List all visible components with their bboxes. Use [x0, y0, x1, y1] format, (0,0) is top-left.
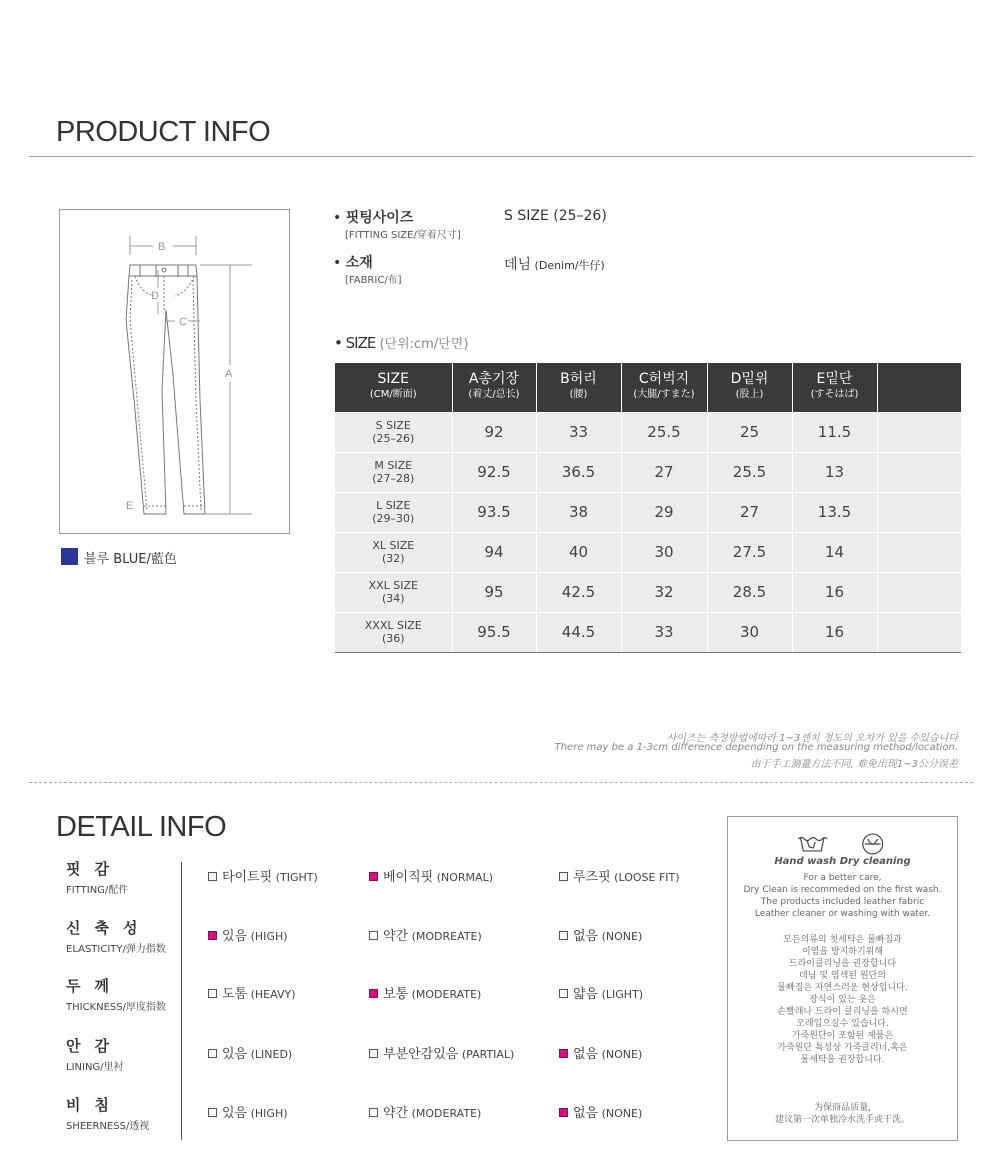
checked-box-icon	[559, 1049, 568, 1058]
size-name: M SIZE	[374, 459, 413, 472]
size-range: (32)	[381, 552, 405, 565]
detail-label-en: LINING/里衬	[66, 1062, 124, 1073]
size-heading-label: SIZE	[345, 334, 376, 352]
size-cell-e: 11.5	[792, 412, 877, 452]
diagram-label-a: A	[225, 368, 233, 380]
size-range: (27–28)	[372, 472, 415, 485]
detail-label-ko: 비침	[66, 1096, 123, 1114]
detail-option-en: (HIGH)	[247, 1107, 288, 1120]
checked-box-icon	[559, 1108, 568, 1117]
care-line: 오래입으실수 있습니다.	[796, 1019, 889, 1029]
spec-key: 소재	[345, 255, 373, 271]
size-col-header-main: B허리	[560, 371, 597, 388]
diagram-label-b: B	[158, 241, 166, 253]
color-label: 블루 BLUE/藍色	[84, 552, 177, 567]
size-cell-c: 33	[621, 612, 707, 652]
detail-option	[208, 866, 318, 885]
size-cell-c: 29	[621, 492, 707, 532]
detail-option-ko: 없음	[573, 1047, 599, 1062]
detail-option	[208, 983, 296, 1002]
size-name: XXL SIZE	[368, 579, 418, 592]
size-col-header	[335, 363, 452, 412]
care-line: For a better care,	[803, 873, 882, 883]
size-cell-d: 30	[707, 612, 792, 652]
size-range: (29–30)	[372, 512, 415, 525]
detail-option-ko: 베이직핏	[383, 870, 434, 885]
unchecked-box-icon	[208, 1108, 217, 1117]
size-cell-a: 94	[452, 532, 536, 572]
size-col-header	[536, 363, 621, 412]
size-col-header	[877, 363, 961, 412]
detail-option-ko: 루즈핏	[573, 870, 611, 885]
size-col-header-sub: (股上)	[735, 389, 764, 401]
unchecked-box-icon	[559, 872, 568, 881]
size-row	[335, 412, 961, 452]
unchecked-box-icon	[369, 1108, 378, 1117]
care-line: 데님 및 염색된 원단의	[799, 971, 886, 981]
checked-box-icon	[369, 989, 378, 998]
detail-label-en: ELASTICITY/弹力指数	[66, 944, 166, 955]
detail-option-en: (HIGH)	[247, 930, 288, 943]
detail-option	[369, 983, 481, 1002]
detail-row-label	[66, 858, 128, 896]
size-col-header-sub: (腰)	[569, 389, 588, 401]
unchecked-box-icon	[559, 989, 568, 998]
size-cell-b: 36.5	[536, 452, 621, 492]
detail-option	[369, 866, 493, 885]
detail-option-ko: 없음	[573, 1106, 599, 1121]
care-line: 장식이 있는 옷은	[809, 995, 876, 1005]
size-cell-empty	[877, 412, 961, 452]
size-table-header	[335, 363, 961, 412]
detail-option-en: (NONE)	[598, 930, 643, 943]
checked-box-icon	[369, 872, 378, 881]
detail-label-en: FITTING/配件	[66, 885, 129, 896]
size-cell-b: 38	[536, 492, 621, 532]
jeans-outline-illustration	[60, 210, 291, 535]
detail-option	[208, 1043, 292, 1062]
size-cell-a: 92.5	[452, 452, 536, 492]
size-cell-d: 27.5	[707, 532, 792, 572]
detail-option	[369, 1043, 514, 1062]
detail-row-label	[66, 975, 166, 1013]
unchecked-box-icon	[369, 931, 378, 940]
size-cell-e: 13.5	[792, 492, 877, 532]
detail-divider	[181, 862, 182, 1140]
detail-option-ko: 있음	[222, 929, 248, 944]
detail-option-ko: 있음	[222, 1106, 248, 1121]
spec-fabric: • 소재	[333, 255, 373, 271]
detail-label-en: THICKNESS/厚度指数	[66, 1002, 166, 1013]
size-col-header-sub: (すそはば)	[810, 389, 859, 401]
product-info-title: PRODUCT INFO	[56, 116, 271, 148]
color-swatch	[61, 548, 78, 565]
size-row	[335, 572, 961, 612]
spec-key: 핏팅사이즈	[345, 210, 414, 226]
size-cell-d: 28.5	[707, 572, 792, 612]
detail-option	[559, 1043, 642, 1062]
detail-label-ko: 안감	[66, 1037, 123, 1055]
size-col-header-main: E밑단	[816, 371, 853, 388]
size-cell-empty	[877, 492, 961, 532]
care-english	[728, 872, 957, 920]
spec-sub: [FABRIC/布]	[345, 275, 402, 286]
detail-option-en: (LIGHT)	[598, 988, 644, 1001]
size-cell-empty	[877, 452, 961, 492]
detail-option-ko: 있음	[222, 1047, 248, 1062]
size-col-header-sub: (大腿/すまた)	[633, 389, 695, 401]
care-korean	[728, 934, 957, 1066]
size-table-heading: • SIZE (단위:cm/단면)	[334, 334, 469, 352]
care-line: Dry Clean is recommeded on the first wash.	[743, 885, 942, 895]
size-range: (34)	[381, 592, 405, 605]
detail-option	[208, 925, 288, 944]
care-line: 가죽원단 특성상 가죽클리너,혹은	[777, 1043, 908, 1053]
hand-wash-icon	[798, 837, 827, 851]
size-col-header-main: D밑위	[730, 371, 769, 388]
care-line: 드라이클리닝을 권장합니다	[788, 959, 897, 969]
size-cell-label	[335, 452, 452, 492]
detail-option-en: (MODREATE)	[408, 930, 482, 943]
spec-value-main: S SIZE (25–26)	[504, 208, 607, 224]
size-cell-a: 92	[452, 412, 536, 452]
diagram-label-e: E	[126, 500, 134, 512]
detail-info-title: DETAIL INFO	[56, 811, 227, 843]
size-cell-a: 95	[452, 572, 536, 612]
detail-option-en: (LINED)	[247, 1048, 293, 1061]
care-chinese	[728, 1102, 957, 1126]
care-instructions-box	[727, 816, 958, 1141]
detail-option	[559, 925, 642, 944]
detail-option	[208, 1102, 288, 1121]
detail-option-ko: 약간	[383, 1106, 409, 1121]
care-line: Leather cleaner or washing with water.	[754, 909, 931, 919]
diagram-label-d: D	[151, 290, 159, 302]
detail-option	[559, 866, 680, 885]
care-icons	[728, 827, 957, 857]
detail-option-en: (NONE)	[598, 1048, 643, 1061]
size-cell-e: 13	[792, 452, 877, 492]
size-col-header-main: A총기장	[468, 371, 520, 388]
size-cell-e: 16	[792, 572, 877, 612]
detail-option-en: (LOOSE FIT)	[610, 871, 680, 884]
dry-cleaning-icon	[863, 834, 883, 854]
checked-box-icon	[208, 931, 217, 940]
size-heading-unit: (단위:cm/단면)	[375, 337, 469, 352]
size-cell-b: 44.5	[536, 612, 621, 652]
unchecked-box-icon	[559, 931, 568, 940]
care-line: 为保商品质量,	[814, 1103, 871, 1113]
spec-value-main: 데님	[504, 257, 532, 273]
size-cell-b: 40	[536, 532, 621, 572]
care-line: 가죽원단이 포함된 제품은	[791, 1031, 894, 1041]
unchecked-box-icon	[208, 872, 217, 881]
detail-option-en: (TIGHT)	[272, 871, 318, 884]
spec-value	[504, 208, 607, 224]
size-cell-empty	[877, 572, 961, 612]
care-heading: Hand wash Dry cleaning	[774, 856, 911, 867]
detail-label-ko: 두께	[66, 977, 123, 995]
size-cell-e: 14	[792, 532, 877, 572]
size-cell-d: 27	[707, 492, 792, 532]
unchecked-box-icon	[369, 1049, 378, 1058]
detail-label-ko: 신축성	[66, 919, 152, 937]
size-col-header	[621, 363, 707, 412]
detail-option	[369, 925, 482, 944]
detail-option-ko: 약간	[383, 929, 409, 944]
size-table-body	[335, 412, 961, 652]
detail-option-en: (PARTIAL)	[458, 1048, 515, 1061]
size-cell-label	[335, 532, 452, 572]
detail-row-label	[66, 1094, 149, 1132]
spec-sub: [FITTING SIZE/穿着尺寸]	[345, 230, 461, 241]
care-line: 물빠짐은 자연스러운 현상입니다.	[777, 983, 908, 993]
detail-option	[369, 1102, 481, 1121]
size-col-header-sub: (CM/断面)	[369, 389, 417, 401]
size-cell-e: 16	[792, 612, 877, 652]
size-cell-label	[335, 492, 452, 532]
detail-option	[559, 1102, 642, 1121]
section-divider	[29, 782, 973, 783]
size-name: S SIZE	[375, 419, 411, 432]
detail-option-ko: 도톰	[222, 987, 248, 1002]
unchecked-box-icon	[208, 989, 217, 998]
size-name: L SIZE	[376, 499, 411, 512]
care-line: The products included leather fabric	[760, 897, 925, 907]
care-line: 모든의류의 첫세탁은 물빠짐과	[783, 935, 902, 945]
detail-option	[559, 983, 643, 1002]
detail-row-label	[66, 917, 166, 955]
size-name: XXXL SIZE	[364, 619, 422, 632]
size-cell-a: 93.5	[452, 492, 536, 532]
size-cell-d: 25	[707, 412, 792, 452]
care-line: 이염을 방지하기위해	[801, 947, 884, 957]
spec-fitting-size: • 핏팅사이즈	[333, 210, 414, 226]
detail-option-en: (HEAVY)	[247, 988, 296, 1001]
size-range: (25–26)	[372, 432, 415, 445]
detail-row-label	[66, 1035, 124, 1073]
spec-value-small: (Denim/牛仔)	[531, 259, 605, 272]
measurement-note-ko: 사이즈는 측정방법에따라 1~3센치 정도의 오차가 있을 수있습니다	[666, 733, 958, 744]
unchecked-box-icon	[208, 1049, 217, 1058]
size-cell-label	[335, 612, 452, 652]
measurement-note-zh: 由于手工测量方法不同, 难免出现1~3公分误差	[750, 759, 958, 770]
size-row	[335, 452, 961, 492]
size-cell-b: 33	[536, 412, 621, 452]
size-cell-c: 30	[621, 532, 707, 572]
detail-option-ko: 얇음	[573, 987, 599, 1002]
detail-label-ko: 핏감	[66, 860, 123, 878]
size-range: (36)	[381, 632, 405, 645]
size-col-header-main: SIZE	[377, 371, 409, 388]
size-cell-b: 42.5	[536, 572, 621, 612]
detail-option-en: (NONE)	[598, 1107, 643, 1120]
detail-option-ko: 없음	[573, 929, 599, 944]
size-cell-c: 25.5	[621, 412, 707, 452]
detail-option-ko: 부분안감있음	[383, 1047, 459, 1062]
size-col-header	[707, 363, 792, 412]
size-row	[335, 492, 961, 532]
size-row	[335, 612, 961, 652]
detail-option-en: (MODERATE)	[408, 988, 482, 1001]
size-col-header-main: C허벅지	[638, 371, 690, 388]
size-cell-label	[335, 412, 452, 452]
detail-option-ko: 타이트핏	[222, 870, 273, 885]
detail-option-ko: 보통	[383, 987, 409, 1002]
size-cell-label	[335, 572, 452, 612]
size-col-header-sub: (着丈/总长)	[468, 389, 520, 401]
size-cell-c: 32	[621, 572, 707, 612]
size-cell-a: 95.5	[452, 612, 536, 652]
size-col-header	[792, 363, 877, 412]
care-line: 建议第一次单独冷水洗手或干洗。	[774, 1115, 910, 1125]
size-cell-empty	[877, 532, 961, 572]
measurement-note-en: There may be a 1-3cm difference depending on the measuring method/location.	[554, 742, 958, 753]
size-cell-empty	[877, 612, 961, 652]
size-col-header	[452, 363, 536, 412]
size-table	[335, 363, 961, 653]
jeans-measurement-diagram	[59, 209, 290, 534]
care-line: 물세탁을 권장합니다.	[800, 1055, 885, 1065]
detail-option-en: (MODERATE)	[408, 1107, 482, 1120]
diagram-label-c: C	[179, 316, 187, 328]
size-cell-d: 25.5	[707, 452, 792, 492]
size-name: XL SIZE	[372, 539, 415, 552]
size-cell-c: 27	[621, 452, 707, 492]
detail-option-en: (NORMAL)	[433, 871, 493, 884]
care-line: 손빨래나 드라이 클리닝을 하시면	[777, 1007, 908, 1017]
title-divider	[29, 156, 973, 157]
detail-label-en: SHEERNESS/透视	[66, 1121, 150, 1132]
spec-value	[504, 254, 605, 274]
size-row	[335, 532, 961, 572]
